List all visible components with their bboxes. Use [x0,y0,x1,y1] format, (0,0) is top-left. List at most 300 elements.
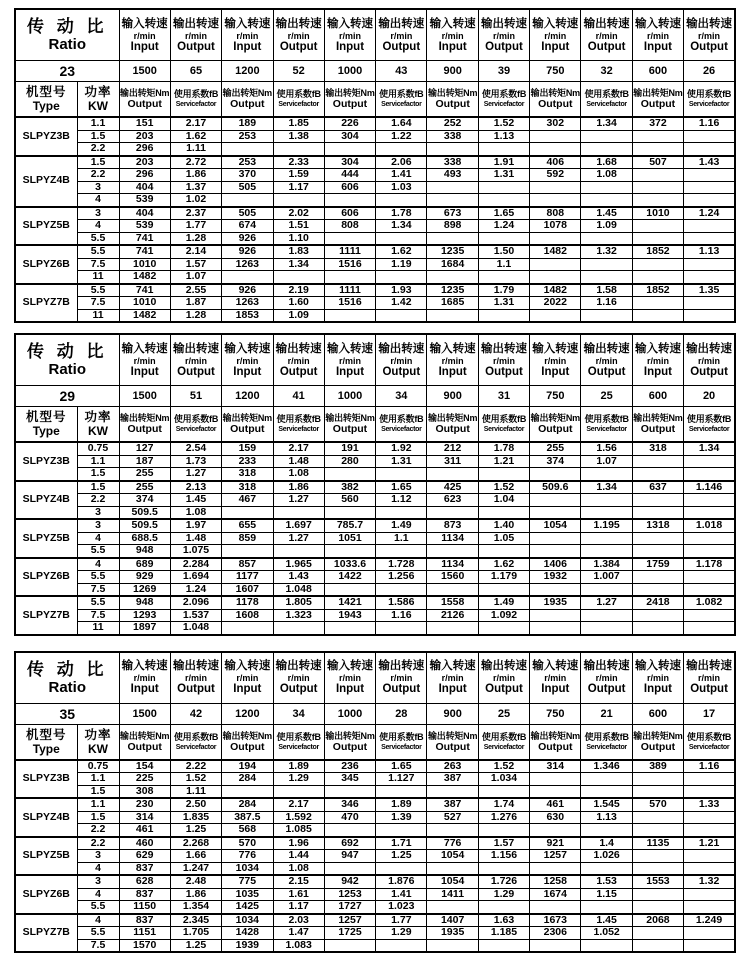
value-cell: 1.34 [684,442,735,455]
table-row [15,156,735,169]
power-cell: 0.75 [77,760,119,773]
input-speed-label-zh: 输入转速 [120,18,170,31]
value-cell [427,143,478,156]
output-speed-label-zh: 输出转速 [376,343,426,356]
value-cell: 1.48 [273,455,324,468]
value-cell [530,130,581,143]
speed-value-cell: 28 [376,703,427,724]
value-cell: 942 [324,875,375,888]
factor-label-en: Servicefactor [581,425,631,434]
power-cell: 7.5 [77,609,119,622]
value-cell: 404 [119,207,170,220]
torque-label-zh: 输出转矩Nm [120,413,170,424]
speed-unit-label: r/min [530,31,580,41]
power-cell: 5.5 [77,571,119,584]
power-cell: 4 [77,888,119,901]
factor-label-zh: 使用系数fB [274,732,324,743]
model-cell: SLPYZ5B [15,837,77,876]
value-cell: 859 [222,532,273,545]
value-cell: 2.345 [170,914,221,927]
output-speed-label-en: Output [479,41,529,53]
value-cell [530,545,581,558]
speed-unit-label: r/min [120,31,170,41]
value-cell: 1.726 [478,875,529,888]
output-speed-header [273,652,324,704]
value-cell: 776 [222,850,273,863]
input-speed-header [119,334,170,386]
torque-label-en: Output [120,742,170,753]
factor-label-en: Servicefactor [581,100,631,109]
value-cell: 688.5 [119,532,170,545]
value-cell: 1.91 [478,156,529,169]
torque-label-zh: 输出转矩Nm [325,731,375,742]
type-label-en: Type [16,425,77,438]
power-cell: 4 [77,558,119,571]
value-cell: 2.268 [170,837,221,850]
value-cell [632,194,683,207]
value-cell [684,494,735,507]
value-cell: 1482 [119,309,170,322]
table-row [15,194,735,207]
power-label-en: KW [78,743,119,756]
value-cell: 741 [119,284,170,297]
output-speed-header [581,9,632,61]
value-cell: 1.034 [478,773,529,786]
speed-unit-label: r/min [633,31,683,41]
value-cell [324,232,375,245]
speed-unit-label: r/min [274,31,324,41]
value-cell: 1.026 [581,850,632,863]
value-cell: 187 [119,455,170,468]
value-cell [530,939,581,952]
value-cell [478,194,529,207]
value-cell [222,143,273,156]
value-cell: 1.57 [478,837,529,850]
power-cell: 1.1 [77,798,119,811]
value-cell: 1.22 [376,130,427,143]
value-cell [530,271,581,284]
factor-label-en: Servicefactor [171,743,221,752]
speed-unit-label: r/min [274,673,324,683]
factor-header [581,724,632,760]
input-speed-label-zh: 输入转速 [427,18,477,31]
value-cell [632,862,683,875]
value-cell: 1.45 [581,914,632,927]
value-cell: 775 [222,875,273,888]
value-cell: 1.78 [376,207,427,220]
value-cell: 1.085 [273,824,324,837]
value-cell [478,901,529,914]
value-cell: 1257 [324,914,375,927]
input-speed-label-en: Input [325,41,375,53]
value-cell [376,939,427,952]
value-cell: 1932 [530,571,581,584]
value-cell: 1.39 [376,811,427,824]
value-cell: 570 [222,837,273,850]
value-cell: 1.41 [376,888,427,901]
speed-unit-label: r/min [120,673,170,683]
type-label-zh: 机型号 [16,728,77,743]
input-speed-label-zh: 输入转速 [222,660,272,673]
value-cell: 1.15 [581,888,632,901]
value-cell: 776 [427,837,478,850]
input-speed-label-en: Input [325,683,375,695]
value-cell [581,532,632,545]
value-cell: 623 [427,494,478,507]
torque-header [632,407,683,443]
power-cell: 7.5 [77,583,119,596]
value-cell: 1.66 [170,850,221,863]
value-cell [427,545,478,558]
torque-label-zh: 输出转矩Nm [530,413,580,424]
value-cell: 1.62 [478,558,529,571]
value-cell: 1.59 [273,169,324,182]
table-row [15,494,735,507]
value-cell: 1.705 [170,927,221,940]
table-row [15,207,735,220]
value-cell: 1.27 [273,532,324,545]
value-cell: 1482 [530,245,581,258]
value-cell: 1684 [427,258,478,271]
value-cell [478,939,529,952]
value-cell: 1.56 [581,442,632,455]
value-cell: 1425 [222,901,273,914]
value-cell: 1.08 [581,169,632,182]
torque-label-zh: 输出转矩Nm [633,731,683,742]
value-cell [684,506,735,519]
value-cell: 1.34 [581,117,632,130]
value-cell: 1135 [632,837,683,850]
value-cell: 2.33 [273,156,324,169]
value-cell: 1.71 [376,837,427,850]
power-cell: 1.5 [77,785,119,798]
value-cell: 308 [119,785,170,798]
value-cell [324,309,375,322]
table-row [15,939,735,952]
value-cell: 189 [222,117,273,130]
value-cell: 2.15 [273,875,324,888]
value-cell [684,258,735,271]
value-cell [632,939,683,952]
spec-table-ratio-23 [14,8,736,323]
power-label-en: KW [78,425,119,438]
value-cell: 857 [222,558,273,571]
value-cell: 2022 [530,297,581,310]
value-cell: 1852 [632,245,683,258]
value-cell: 1.13 [478,130,529,143]
power-label-zh: 功率 [78,410,119,425]
torque-label-zh: 输出转矩Nm [120,731,170,742]
input-speed-label-en: Input [325,366,375,378]
value-cell [632,773,683,786]
power-cell: 1.5 [77,130,119,143]
value-cell [530,309,581,322]
value-cell: 230 [119,798,170,811]
value-cell: 873 [427,519,478,532]
value-cell: 1.96 [273,837,324,850]
speed-value-cell: 31 [478,386,529,407]
value-cell [376,271,427,284]
value-cell: 263 [427,760,478,773]
value-cell: 1.87 [170,297,221,310]
torque-label-zh: 输出转矩Nm [325,413,375,424]
table-row [15,901,735,914]
value-cell [581,468,632,481]
value-cell: 1035 [222,888,273,901]
value-cell [427,939,478,952]
speed-value-cell: 65 [170,61,221,82]
power-cell: 3 [77,850,119,863]
torque-header [427,407,478,443]
value-cell: 1111 [324,245,375,258]
value-cell [581,785,632,798]
speed-value-cell: 34 [376,386,427,407]
torque-header [119,82,170,118]
value-cell [222,271,273,284]
value-cell: 1.21 [684,837,735,850]
value-cell: 1.61 [273,888,324,901]
torque-label-en: Output [530,424,580,435]
value-cell [632,532,683,545]
output-speed-header [478,652,529,704]
power-cell: 5.5 [77,596,119,609]
input-speed-label-en: Input [427,683,477,695]
value-cell: 2.02 [273,207,324,220]
power-label-zh: 功率 [78,728,119,743]
power-cell: 1.5 [77,811,119,824]
input-speed-header [530,334,581,386]
output-speed-label-en: Output [376,683,426,695]
table-row [15,271,735,284]
value-cell: 461 [119,824,170,837]
value-cell: 1.08 [273,862,324,875]
speed-unit-label: r/min [222,673,272,683]
table-row [15,506,735,519]
value-cell: 1.42 [376,297,427,310]
value-cell: 1.78 [478,442,529,455]
value-cell: 539 [119,194,170,207]
value-cell: 1.64 [376,117,427,130]
input-speed-header [530,652,581,704]
speed-unit-label: r/min [684,356,734,366]
table-row [15,284,735,297]
value-cell: 1.592 [273,811,324,824]
value-cell: 1.16 [684,760,735,773]
power-cell: 7.5 [77,297,119,310]
ratio-label-en: Ratio [16,680,119,696]
ratio-value: 29 [15,386,119,407]
value-cell: 1.86 [170,169,221,182]
input-speed-header [324,9,375,61]
value-cell [530,258,581,271]
value-cell: 1.31 [478,297,529,310]
torque-header [530,407,581,443]
value-cell: 1.28 [170,232,221,245]
value-cell: 1.082 [684,596,735,609]
value-cell [376,506,427,519]
torque-label-en: Output [633,99,683,110]
value-cell: 926 [222,284,273,297]
value-cell: 404 [119,181,170,194]
value-cell [478,506,529,519]
power-cell: 5.5 [77,245,119,258]
value-cell: 606 [324,181,375,194]
value-cell [684,609,735,622]
input-speed-label-en: Input [633,41,683,53]
power-cell: 7.5 [77,939,119,952]
value-cell: 674 [222,220,273,233]
factor-label-zh: 使用系数fB [479,414,529,425]
value-cell [530,862,581,875]
input-speed-label-zh: 输入转速 [427,660,477,673]
speed-unit-label: r/min [171,673,221,683]
value-cell [478,583,529,596]
value-cell: 1.43 [684,156,735,169]
model-cell: SLPYZ3B [15,760,77,799]
table-row [15,468,735,481]
value-cell: 2.14 [170,245,221,258]
value-cell [376,143,427,156]
output-speed-label-zh: 输出转速 [274,660,324,673]
value-cell: 1.178 [684,558,735,571]
power-cell: 0.75 [77,442,119,455]
output-speed-label-en: Output [479,683,529,695]
value-cell: 1482 [530,284,581,297]
value-cell: 560 [324,494,375,507]
value-cell [273,271,324,284]
factor-header [376,82,427,118]
value-cell: 1010 [119,297,170,310]
value-cell: 255 [119,468,170,481]
speed-value-cell: 1500 [119,703,170,724]
value-cell: 655 [222,519,273,532]
input-speed-header [632,334,683,386]
value-cell: 539 [119,220,170,233]
value-cell: 1.27 [581,596,632,609]
output-speed-label-zh: 输出转速 [171,18,221,31]
output-speed-label-zh: 输出转速 [581,660,631,673]
value-cell: 1897 [119,622,170,635]
table-row [15,442,735,455]
value-cell [632,901,683,914]
value-cell: 1078 [530,220,581,233]
table-row [15,455,735,468]
input-speed-header [222,9,273,61]
value-cell: 159 [222,442,273,455]
value-cell: 507 [632,156,683,169]
value-cell: 1.89 [273,760,324,773]
value-cell [376,194,427,207]
torque-label-en: Output [222,424,272,435]
value-cell: 1.24 [478,220,529,233]
value-cell: 785.7 [324,519,375,532]
speed-unit-label: r/min [222,356,272,366]
speed-unit-label: r/min [120,356,170,366]
factor-header [684,724,735,760]
input-speed-label-zh: 输入转速 [120,660,170,673]
factor-label-en: Servicefactor [479,100,529,109]
output-speed-label-en: Output [684,683,734,695]
model-cell: SLPYZ7B [15,914,77,953]
output-speed-label-en: Output [274,683,324,695]
value-cell: 1134 [427,558,478,571]
model-cell: SLPYZ5B [15,207,77,246]
input-speed-header [427,652,478,704]
value-cell [427,232,478,245]
speed-unit-label: r/min [376,31,426,41]
value-cell: 1.97 [170,519,221,532]
value-cell: 1.17 [273,901,324,914]
input-speed-header [427,9,478,61]
value-cell: 1.537 [170,609,221,622]
value-cell: 1111 [324,284,375,297]
value-cell: 387 [427,798,478,811]
value-cell [530,609,581,622]
output-speed-label-zh: 输出转速 [376,18,426,31]
output-speed-label-en: Output [376,366,426,378]
torque-label-en: Output [427,742,477,753]
factor-header [478,724,529,760]
factor-label-en: Servicefactor [274,100,324,109]
speed-unit-label: r/min [530,673,580,683]
value-cell: 1.31 [478,169,529,182]
power-cell: 4 [77,220,119,233]
value-cell: 1407 [427,914,478,927]
input-speed-label-en: Input [633,683,683,695]
power-cell: 5.5 [77,901,119,914]
value-cell [632,850,683,863]
value-cell [530,506,581,519]
value-cell [324,271,375,284]
table-row [15,245,735,258]
speed-unit-label: r/min [633,356,683,366]
value-cell [684,309,735,322]
value-cell [324,862,375,875]
value-cell: 1482 [119,271,170,284]
power-header [77,82,119,118]
value-cell: 1150 [119,901,170,914]
value-cell [581,271,632,284]
value-cell: 1054 [427,850,478,863]
table-row [15,927,735,940]
factor-header [581,82,632,118]
value-cell: 1257 [530,850,581,863]
torque-header [119,724,170,760]
value-cell: 1.25 [170,939,221,952]
value-cell [684,169,735,182]
factor-label-zh: 使用系数fB [171,414,221,425]
speed-value-cell: 900 [427,61,478,82]
value-cell: 304 [324,130,375,143]
power-cell: 11 [77,309,119,322]
factor-label-zh: 使用系数fB [684,414,734,425]
value-cell [684,862,735,875]
speed-value-cell: 600 [632,386,683,407]
speed-header-row [15,9,735,61]
output-speed-label-en: Output [581,366,631,378]
torque-label-en: Output [120,99,170,110]
value-cell: 1.32 [684,875,735,888]
value-cell: 370 [222,169,273,182]
value-cell: 1.86 [170,888,221,901]
value-cell: 1406 [530,558,581,571]
value-cell [273,143,324,156]
value-cell: 1.11 [170,785,221,798]
value-cell [376,583,427,596]
value-cell [376,232,427,245]
torque-label-zh: 输出转矩Nm [222,413,272,424]
value-cell [376,468,427,481]
